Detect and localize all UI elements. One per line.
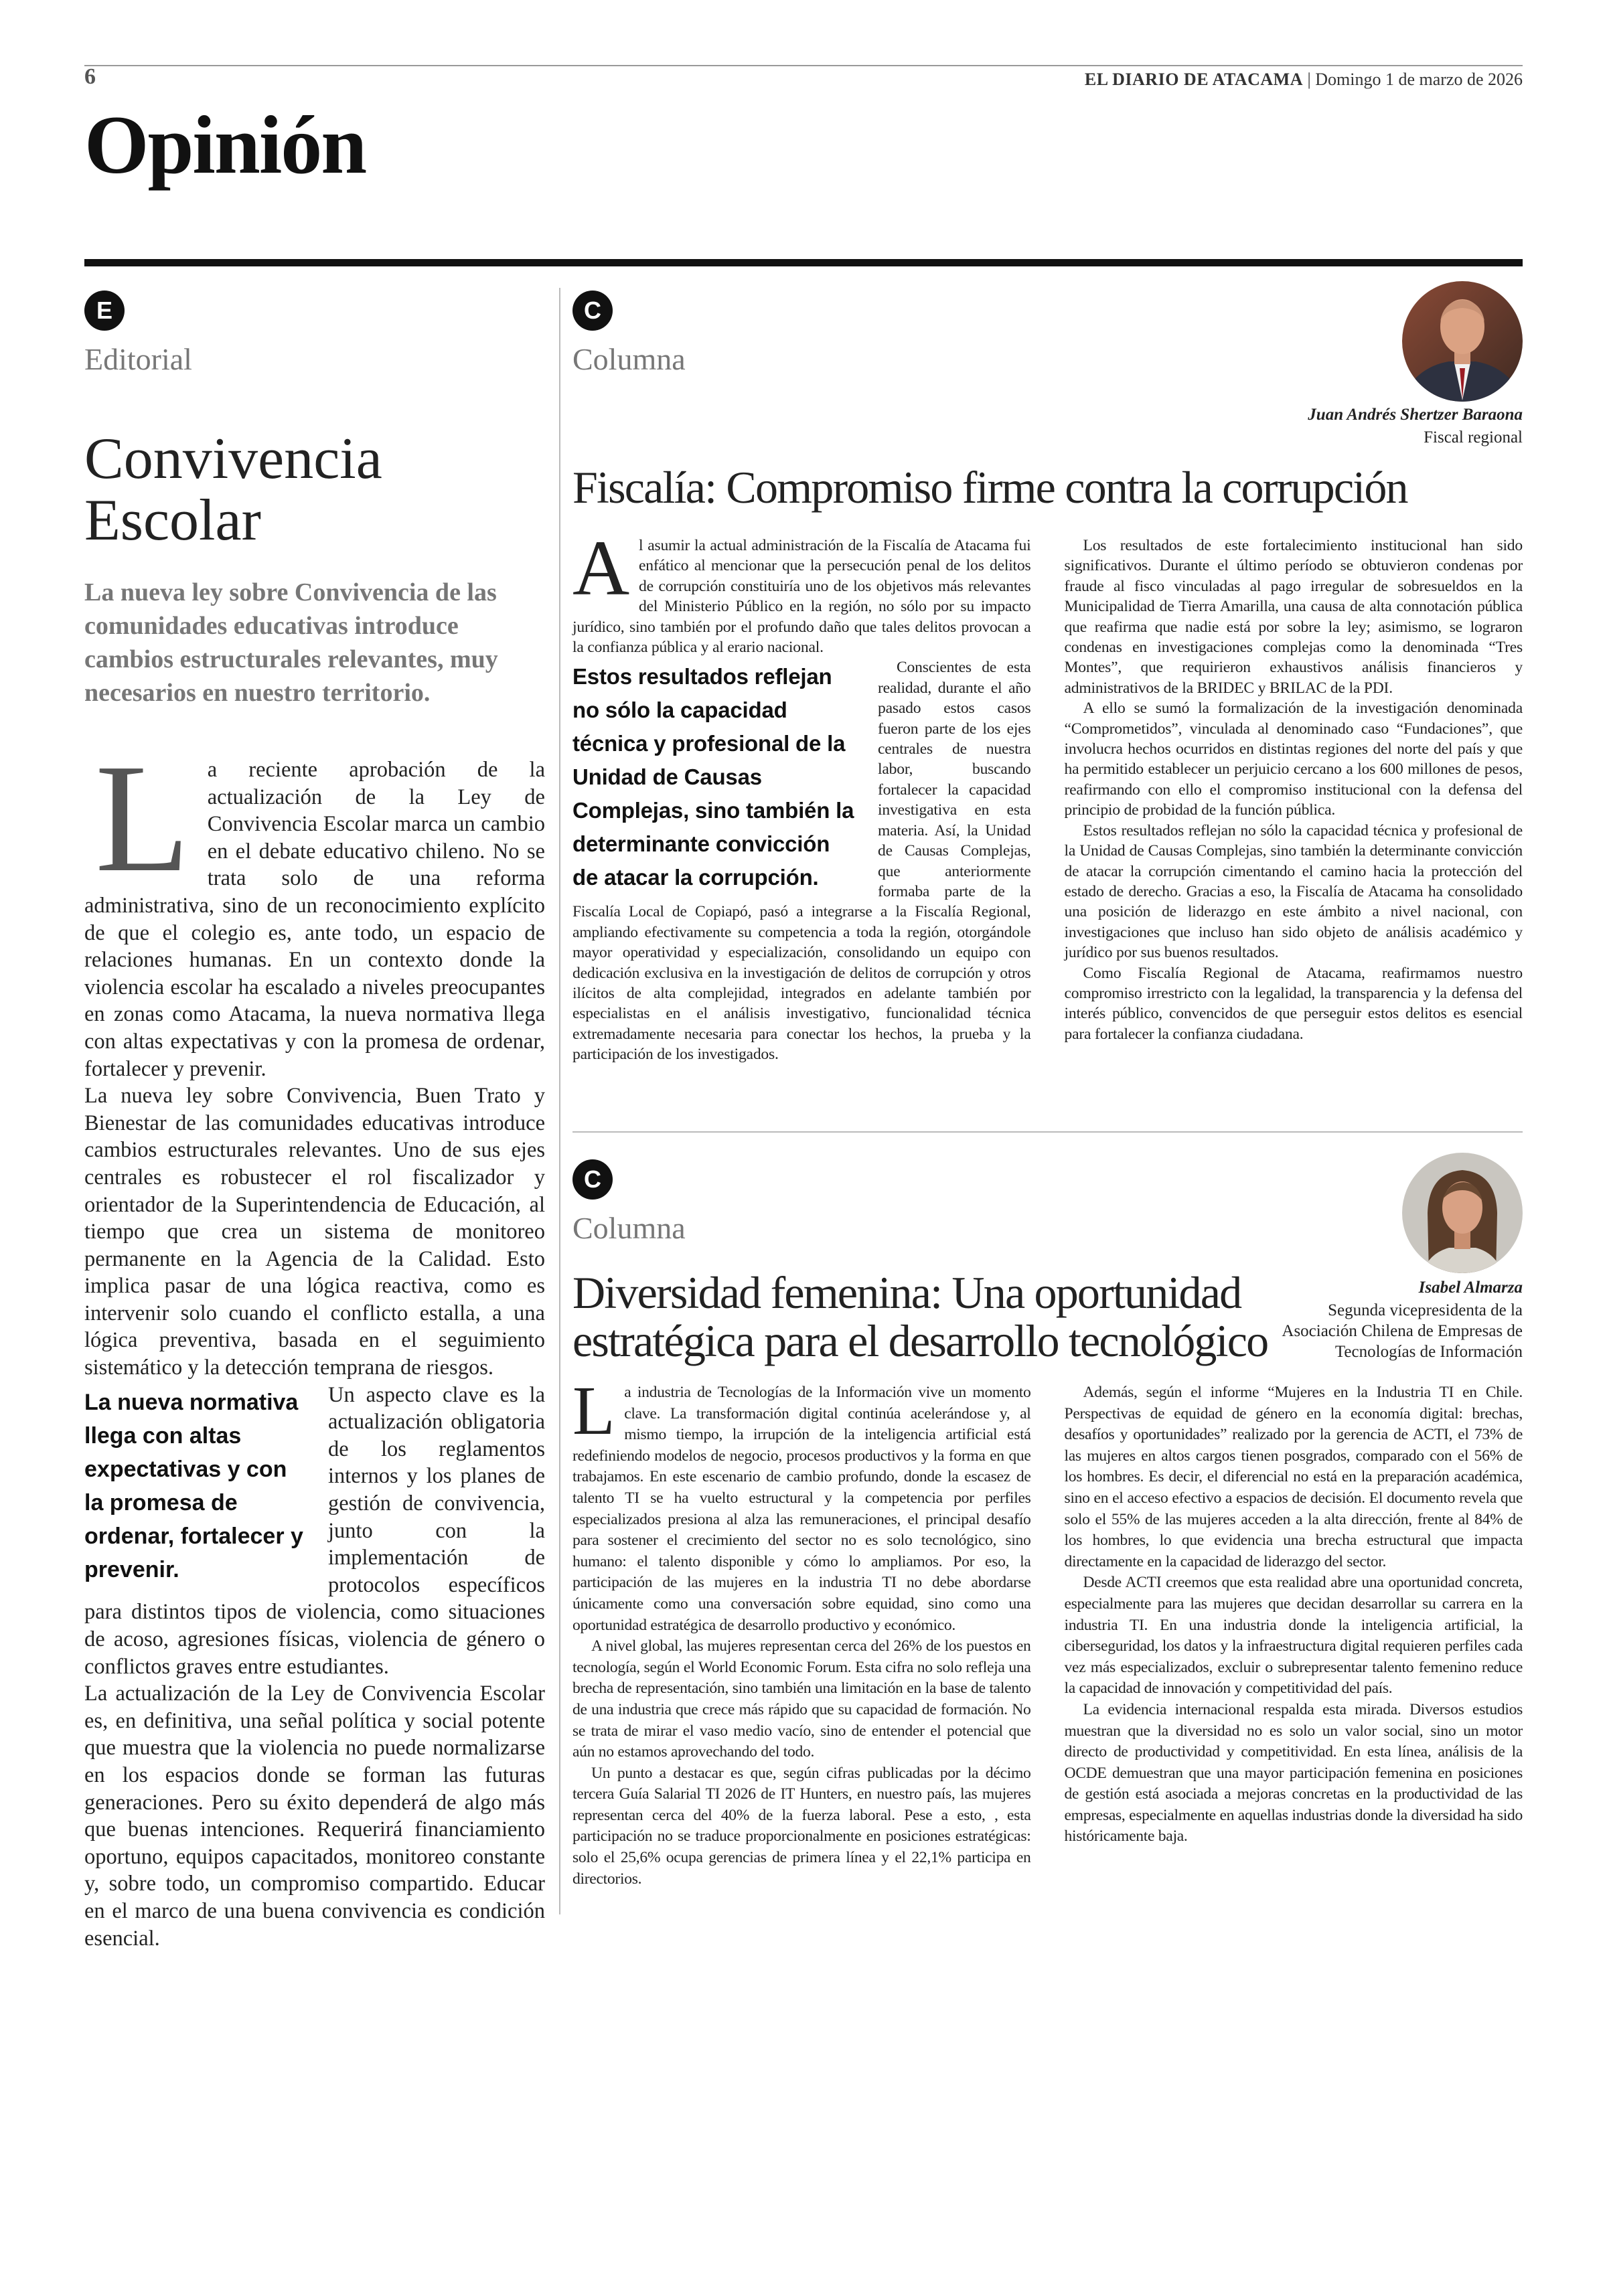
pull-quote: Estos resultados reflejan no sólo la capacidad técnica y profesional de la Unidad de Causas Complejas, sino también la determinante convicción de atacar la corrupción.: [572, 664, 854, 890]
author-role: Segunda vicepresidenta de la Asociación Chilena de Empresas de Tecnologías de Información: [1282, 1301, 1523, 1361]
drop-cap: L: [95, 732, 190, 904]
column-kicker: Columna: [572, 1211, 686, 1245]
column-paragraph: Estos resultados reflejan no sólo la capacidad técnica y profesional de la Unidad de Causas Complejas, sino también la determinante convicción de atacar la corrupción cimentando el camino hacia la protección del estado de derecho. Gracias a eso, la Fiscalía de Atacama ha consolidado una posición de liderazgo en este ámbito a nivel nacional, con investigaciones que incluso han sido objeto de análisis académico y jurídico por sus buenos resultados.: [1064, 821, 1523, 962]
column-divider: [559, 288, 560, 1914]
author-portrait-icon: [1402, 1153, 1523, 1273]
author-role: Fiscal regional: [1424, 428, 1523, 446]
column-paragraph: Los resultados de este fortalecimiento institucional han sido significativos. Durante el último período se obtuvieron condenas por fraude al fisco vinculadas al pago irregular de sobresueldos en la Municipalidad de Tierra Amarilla, una causa de alta connotación pública que reafirma que nadie está por sobre la ley; asimismo, se lograron condenas en investigaciones complejas como la denominada “Tres Montes”, que requirieron exhaustivos análisis financieros y administrativos de la BRIDEC y BRILAC de la PDI.: [1064, 537, 1523, 697]
column-kicker: Columna: [572, 342, 686, 376]
author-name: Isabel Almarza: [1418, 1279, 1523, 1297]
author-photo: [1402, 1153, 1523, 1273]
editorial-badge: E: [84, 291, 125, 331]
editorial-kicker: Editorial: [84, 342, 192, 376]
column-headline: Diversidad femenina: Una oportunidad estratégica para el desarrollo tecnológico: [572, 1267, 1268, 1366]
column-headline: Fiscalía: Compromiso firme contra la corrupción: [572, 462, 1407, 513]
editorial-body: [84, 732, 545, 1952]
issue-date: Domingo 1 de marzo de 2026: [1315, 70, 1523, 89]
editorial-paragraph: La nueva normativa llega con altas expectativas y con la promesa de ordenar, fortalecer y prevenir. Un aspecto clave es la actualización obligatoria de los reglamentos internos y los planes de gestión de convivencia, junto con la implementación de protocolos específicos para distintos tipos de violencia, como situaciones de acoso, agresiones físicas, violencia de género o conflictos graves entre estudiantes.: [84, 1382, 545, 1679]
masthead: EL DIARIO DE ATACAMA | Domingo 1 de marzo de 2026: [1084, 70, 1523, 89]
article-divider: [572, 1131, 1523, 1133]
editorial-paragraph: La reciente aprobación de la actualización de la Ley de Convivencia Escolar marca un cambio en el debate educativo chileno. No se trata solo de una reforma administrativa, sino de un reconocimiento explícito de que el colegio es, ante todo, un espacio de relaciones humanas. En un contexto donde la violencia escolar ha escalado a niveles preocupantes en zonas como Atacama, la nueva normativa llega con altas expectativas y con la promesa de ordenar, fortalecer y prevenir.: [84, 732, 545, 1081]
column-paragraph: La industria de Tecnologías de la Información vive un momento clave. La transformación digital continúa acelerándose y, al mismo tiempo, la irrupción de la inteligencia artificial está redefiniendo modelos de negocio, procesos productivos y la forma en que trabajamos. En este escenario de cambio profundo, donde la escasez de talento TI se ha vuelto estructural y la competencia por perfiles especializados presiona al alza las remuneraciones, el principal desafío para sostener el crecimiento del sector no es solo tecnológico, sino humano: el talento disponible y cómo lo ampliamos. Por eso, la participación de las mujeres en la industria TI no debe abordarse únicamente como una conversación sobre equidad, sino como una oportunidad estratégica de desarrollo productivo y económico.: [572, 1372, 1031, 1634]
drop-cap: L: [572, 1372, 615, 1449]
column-body: [572, 524, 1523, 1125]
column-paragraph: Un punto a destacar es que, según cifras publicadas por la décimo tercera Guía Salarial TI 2026 de IT Hunters, en nuestro país, las mujeres representan cerca del 40% de la fuerza laboral. Pese a esto, , esta participación no se traduce proporcionalmente en posiciones estratégicas: solo el 25,6% ocupa gerencias de primera línea y el 22,1% participa en directorios.: [572, 1764, 1031, 1888]
editorial-headline: Convivencia Escolar: [84, 426, 382, 553]
author-photo: [1402, 281, 1523, 402]
section-rule: [84, 259, 1523, 266]
author-portrait-icon: [1402, 281, 1523, 402]
newspaper-name: EL DIARIO DE ATACAMA: [1084, 70, 1304, 89]
column-body: [572, 1372, 1523, 1911]
column-paragraph: Al asumir la actual administración de la Fiscalía de Atacama fui enfático al mencionar que la persecución penal de los delitos de corrupción constituiría uno de los objetivos más relevantes del Ministerio Público en la región, no sólo por su impacto jurídico, sino también por el profundo daño que tales delitos provocan a la confianza pública y al erario nacional.: [572, 524, 1031, 657]
author-name: Juan Andrés Shertzer Baraona: [1308, 406, 1523, 424]
column-paragraph: A nivel global, las mujeres representan cerca del 26% de los puestos en tecnología, según el World Economic Forum. Esta cifra no solo refleja una brecha de representación, sino también una limitación en la base de talento de una industria que crece más rápido que su capacidad de formación. No se trata de mirar el vaso medio vacío, sino de entender el potencial que aún no estamos aprovechando del todo.: [572, 1637, 1031, 1761]
column-paragraph: Como Fiscalía Regional de Atacama, reafirmamos nuestro compromiso irrestricto con la legalidad, la transparencia y la defensa del interés público, convencidos de que perseguir estos delitos es esencial para fortalecer la confianza ciudadana.: [1064, 964, 1523, 1043]
drop-cap: A: [572, 524, 630, 612]
header-rule: [84, 65, 1523, 66]
column-badge: C: [572, 1159, 613, 1200]
column-paragraph: La evidencia internacional respalda esta mirada. Diversos estudios muestran que la diversidad no es solo un valor social, sino un motor directo de productividad y competitividad. En esta línea, análisis de la OCDE demuestran que una mayor participación femenina en posiciones de gestión está asociada a mejoras concretas en la productividad de las empresas, especialmente en aquellas industrias donde la diversidad ha sido históricamente baja.: [1064, 1700, 1523, 1846]
column-badge: C: [572, 291, 613, 331]
editorial-paragraph: La nueva ley sobre Convivencia, Buen Trato y Bienestar de las comunidades educativas introduce cambios estructurales relevantes. Uno de sus ejes centrales es robustecer el rol fiscalizador y orientador de la Superintendencia de Educación, al tiempo que crea un sistema de monitoreo permanente en la Agencia de la Calidad. Esto implica pasar de una lógica reactiva, como es intervenir solo cuando el conflicto estalla, a una lógica preventiva, basada en el seguimiento sistemático y la detección temprana de riesgos.: [84, 1084, 545, 1380]
pull-quote: La nueva normativa llega con altas expectativas y con la promesa de ordenar, fortalecer y prevenir.: [84, 1389, 303, 1582]
column-paragraph: Además, según el informe “Mujeres en la Industria TI en Chile. Perspectivas de equidad de género en la economía digital: brechas, desafíos y oportunidades” realizado por la gerencia de ACTI, el 73% de las mujeres en altos cargos tienen posgrados, comparado con el 56% de los hombres. Es decir, el diferencial no está en la preparación académica, sino en el acceso efectivo a espacios de decisión. El documento revela que solo el 55% de las mujeres acceden a la alta dirección, frente al 84% de los hombres, lo que evidencia una brecha estructural que impacta directamente en la capacidad de liderazgo del sector.: [1064, 1384, 1523, 1570]
page-number: 6: [84, 64, 96, 89]
editorial-lede: La nueva ley sobre Convivencia de las comunidades educativas introduce cambios estructurales relevantes, muy necesarios en nuestro territorio.: [84, 578, 498, 707]
column-paragraph: Estos resultados reflejan no sólo la capacidad técnica y profesional de la Unidad de Causas Complejas, sino también la determinante convicción de atacar la corrupción. Conscientes de esta realidad, durante el año pasado estos casos fueron parte de los ejes centrales de nuestra labor, buscando fortalecer la capacidad investigativa en esta materia. Así, la Unidad de Causas Complejas, que anteriormente formaba parte de la Fiscalía Local de Copiapó, pasó a integrarse a la Fiscalía Regional, ampliando efectivamente su competencia a toda la región, otorgándole mayor operatividad y especialización, consolidando un equipo con dedicación exclusiva en la investigación de delitos de corrupción y otros ilícitos de alta complejidad, integrados en adelante también por especialistas en el análisis investigativo, funcionalidad técnica extremadamente necesaria para conectar los hechos, la prueba y la participación de los investigados.: [572, 659, 1031, 1064]
editorial-paragraph: La actualización de la Ley de Convivencia Escolar es, en definitiva, una señal política y social potente que muestra que la violencia no puede normalizarse en los espacios donde se forman las futuras generaciones. Pero su éxito dependerá de algo más que buenas intenciones. Requerirá financiamiento oportuno, equipos capacitados, monitoreo constante y, sobre todo, un compromiso compartido. Educar en el marco de una buena convivencia es condición esencial.: [84, 1682, 545, 1951]
column-paragraph: A ello se sumó la formalización de la investigación denominada “Comprometidos”, vinculada al denominado caso “Fundaciones”, que involucra hechos ocurridos en distintas regiones del norte del país y que ha permitido establecer un perjuicio cercano a los 600 millones de pesos, reafirmando con ello el compromiso institucional con la defensa del principio de probidad de la función pública.: [1064, 700, 1523, 819]
column-paragraph: Desde ACTI creemos que esta realidad abre una oportunidad concreta, especialmente para las mujeres que decidan desarrollar su carrera en la industria TI. En una industria donde la inteligencia artificial, la ciberseguridad, los datos y la infraestructura digital requieren perfiles cada vez más especializados, excluir o subrepresentar talento femenino reduce la capacidad de innovación y competitividad del país.: [1064, 1574, 1523, 1698]
section-title: Opinión: [84, 99, 366, 191]
